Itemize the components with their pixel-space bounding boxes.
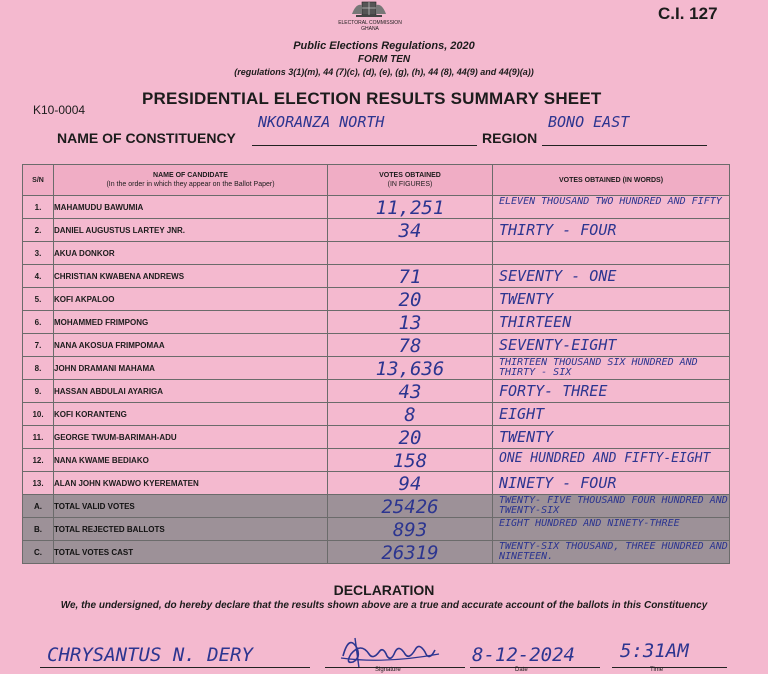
form-code: K10-0004 (33, 103, 86, 117)
table-row (23, 334, 730, 357)
time-caption: Time (650, 667, 664, 673)
row-sn: 3. (23, 242, 54, 265)
declaration-date: 8-12-2024 (472, 644, 575, 666)
total-figures: 26319 (328, 541, 493, 564)
votes-figures: 158 (328, 449, 493, 472)
results-table (22, 164, 730, 564)
header-words: VOTES OBTAINED (IN WORDS) (493, 165, 730, 196)
candidate-name: CHRISTIAN KWABENA ANDREWS (54, 265, 328, 288)
votes-words: SEVENTY - ONE (493, 265, 730, 288)
candidate-name: DANIEL AUGUSTUS LARTEY JNR. (54, 219, 328, 242)
votes-words: NINETY - FOUR (493, 472, 730, 495)
table-header-row (23, 165, 730, 196)
votes-words: TWENTY (493, 288, 730, 311)
row-sn: 2. (23, 219, 54, 242)
signature-caption: Signature (375, 667, 401, 673)
votes-figures: 8 (328, 403, 493, 426)
candidate-name: KOFI AKPALOO (54, 288, 328, 311)
candidate-name: ALAN JOHN KWADWO KYEREMATEN (54, 472, 328, 495)
name-underline (40, 667, 310, 668)
declaration-title: DECLARATION (333, 582, 435, 598)
candidate-name: JOHN DRAMANI MAHAMA (54, 357, 328, 380)
row-sn: 12. (23, 449, 54, 472)
votes-figures: 43 (328, 380, 493, 403)
table-row (23, 472, 730, 495)
votes-words: THIRTEEN (493, 311, 730, 334)
table-row (23, 449, 730, 472)
votes-figures (328, 242, 493, 265)
total-words: TWENTY-SIX THOUSAND, THREE HUNDRED AND NINETEEN. (493, 541, 730, 564)
table-row (23, 242, 730, 265)
row-sn: 5. (23, 288, 54, 311)
declaration-time: 5:31AM (620, 640, 689, 662)
total-words: TWENTY- FIVE THOUSAND FOUR HUNDRED AND TWENTY-SIX (493, 495, 730, 518)
votes-figures: 13,636 (328, 357, 493, 380)
header-sn: S/N (23, 165, 54, 196)
handwritten-signature (335, 628, 455, 672)
region-underline (542, 145, 707, 146)
declaration-text: We, the undersigned, do hereby declare that the results shown above are a true and accurate account of the ballots in this Constituency (60, 600, 708, 611)
candidate-name: MAHAMUDU BAWUMIA (54, 196, 328, 219)
total-figures: 25426 (328, 495, 493, 518)
votes-words: ELEVEN THOUSAND TWO HUNDRED AND FIFTY (493, 196, 730, 219)
date-caption: Date (515, 667, 528, 673)
table-row (23, 311, 730, 334)
row-sn: 4. (23, 265, 54, 288)
form-name: FORM TEN (357, 54, 411, 65)
votes-figures: 13 (328, 311, 493, 334)
votes-figures: 34 (328, 219, 493, 242)
total-label: TOTAL VOTES CAST (54, 541, 328, 564)
row-sn: 6. (23, 311, 54, 334)
form-reference: C.I. 127 (658, 4, 718, 23)
total-row-rejected (23, 518, 730, 541)
votes-words: THIRTY - FOUR (493, 219, 730, 242)
constituency-label: NAME OF CONSTITUENCY (57, 130, 236, 146)
row-sn: C. (23, 541, 54, 564)
row-sn: 13. (23, 472, 54, 495)
row-sn: 10. (23, 403, 54, 426)
header-candidate: NAME OF CANDIDATE (In the order in which they appear on the Ballot Paper) (54, 165, 328, 196)
votes-figures: 20 (328, 288, 493, 311)
total-row-cast (23, 541, 730, 564)
table-row (23, 403, 730, 426)
table-row (23, 357, 730, 380)
regulations-references: (regulations 3(1)(m), 44 (7)(c), (d), (e), (g), (h), 44 (8), 44(9) and 44(9)(a)) (234, 67, 534, 77)
votes-words: THIRTEEN THOUSAND SIX HUNDRED AND THIRTY - SIX (493, 357, 730, 380)
signer-name: CHRYSANTUS N. DERY (47, 644, 253, 666)
votes-figures: 71 (328, 265, 493, 288)
total-words: EIGHT HUNDRED AND NINETY-THREE (493, 518, 730, 541)
row-sn: 7. (23, 334, 54, 357)
votes-words: SEVENTY-EIGHT (493, 334, 730, 357)
votes-words: FORTY- THREE (493, 380, 730, 403)
votes-figures: 94 (328, 472, 493, 495)
total-figures: 893 (328, 518, 493, 541)
table-row (23, 380, 730, 403)
row-sn: 11. (23, 426, 54, 449)
votes-words: TWENTY (493, 426, 730, 449)
region-value: BONO EAST (548, 113, 630, 131)
votes-words: ONE HUNDRED AND FIFTY-EIGHT (493, 449, 730, 472)
commission-name: ELECTORAL COMMISSION GHANA (338, 20, 402, 32)
candidate-name: NANA KWAME BEDIAKO (54, 449, 328, 472)
row-sn: 9. (23, 380, 54, 403)
votes-figures: 20 (328, 426, 493, 449)
total-label: TOTAL VALID VOTES (54, 495, 328, 518)
row-sn: A. (23, 495, 54, 518)
time-underline (612, 667, 727, 668)
table-row (23, 196, 730, 219)
date-underline (470, 667, 600, 668)
regulations-title: Public Elections Regulations, 2020 (293, 40, 475, 52)
votes-figures: 11,251 (328, 196, 493, 219)
candidate-name: NANA AKOSUA FRIMPOMAA (54, 334, 328, 357)
table-row (23, 265, 730, 288)
total-label: TOTAL REJECTED BALLOTS (54, 518, 328, 541)
table-row (23, 288, 730, 311)
candidate-name: MOHAMMED FRIMPONG (54, 311, 328, 334)
candidate-name: AKUA DONKOR (54, 242, 328, 265)
votes-figures: 78 (328, 334, 493, 357)
candidate-name: HASSAN ABDULAI AYARIGA (54, 380, 328, 403)
page-title: PRESIDENTIAL ELECTION RESULTS SUMMARY SHEET (142, 89, 602, 108)
votes-words: EIGHT (493, 403, 730, 426)
row-sn: 1. (23, 196, 54, 219)
candidate-name: KOFI KORANTENG (54, 403, 328, 426)
row-sn: 8. (23, 357, 54, 380)
constituency-underline (252, 145, 477, 146)
table-row (23, 426, 730, 449)
region-label: REGION (482, 130, 538, 146)
table-row (23, 219, 730, 242)
total-row-valid (23, 495, 730, 518)
candidate-name: GEORGE TWUM-BARIMAH-ADU (54, 426, 328, 449)
row-sn: B. (23, 518, 54, 541)
votes-words (493, 242, 730, 265)
constituency-value: NKORANZA NORTH (258, 113, 385, 131)
ghana-coat-of-arms-icon (350, 0, 388, 18)
header-figures: VOTES OBTAINED (IN FIGURES) (328, 165, 493, 196)
